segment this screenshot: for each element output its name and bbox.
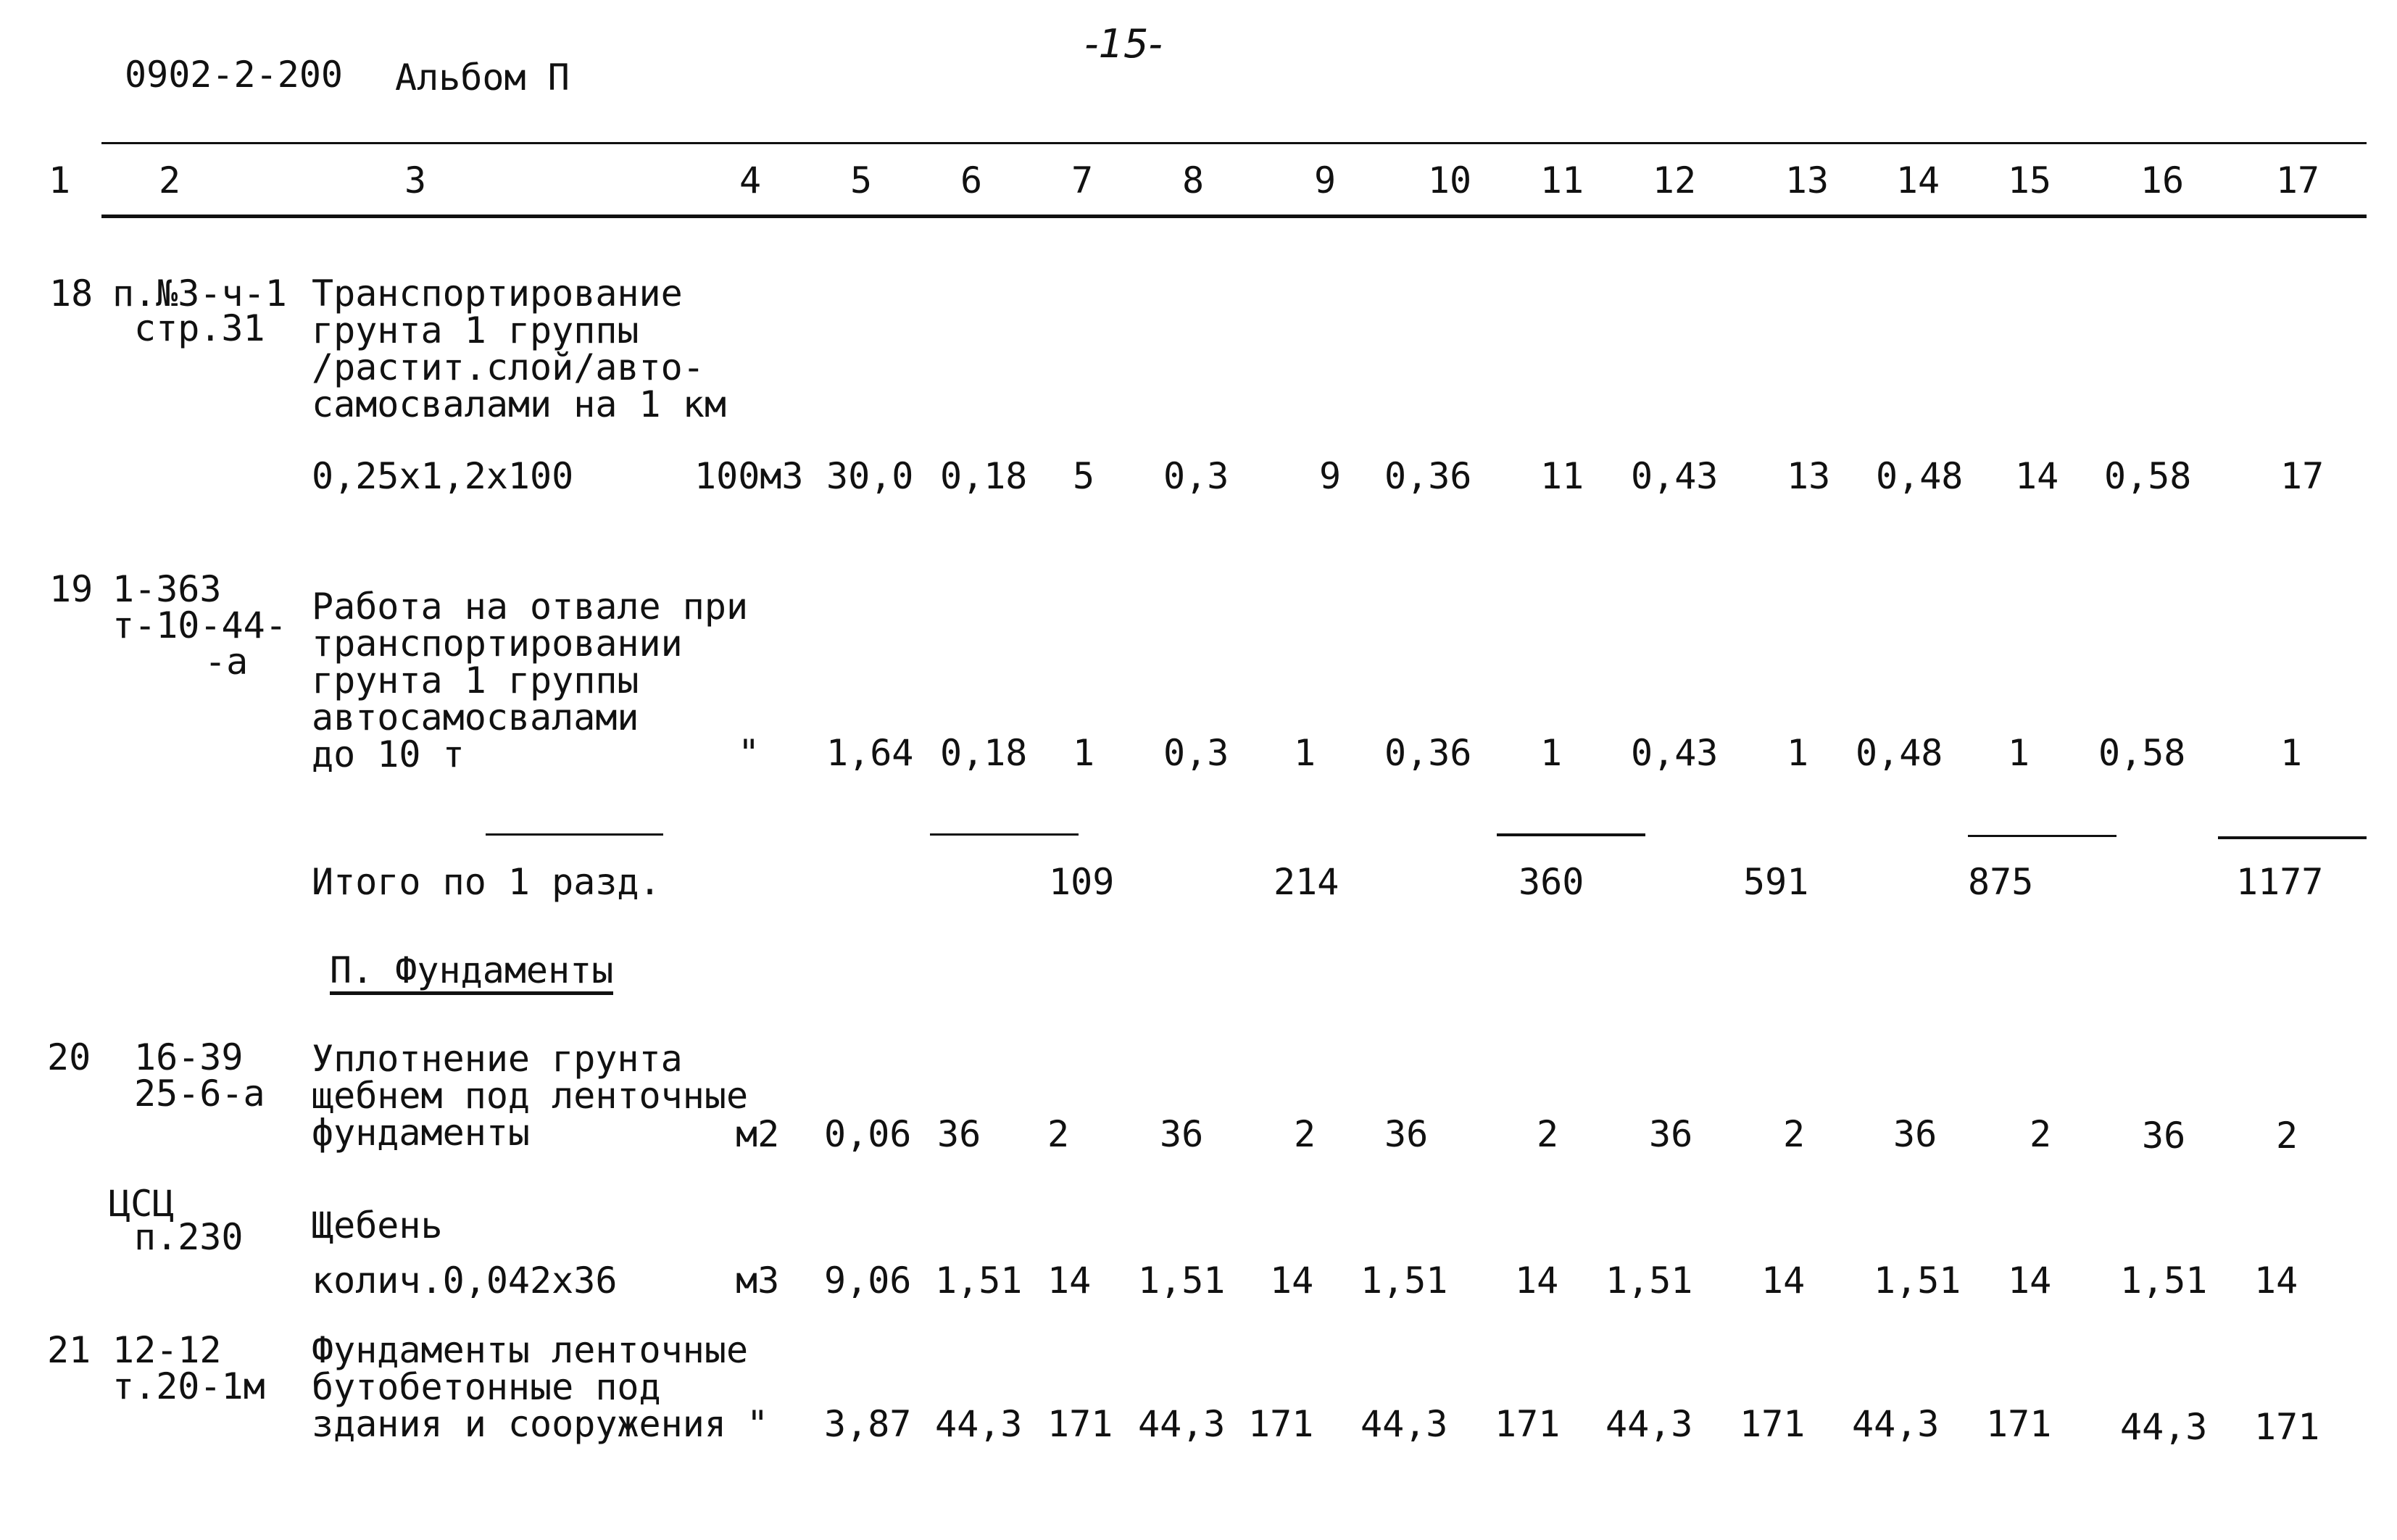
subtotal-rule [1968,835,2116,837]
value-cell: 1 [1073,732,1095,774]
rate-code: 12-12 [112,1329,222,1371]
value-cell: 44,3 [1360,1403,1448,1445]
total-value: 1177 [2236,861,2324,903]
value-cell: 0,48 [1876,455,1964,497]
work-description: грунта 1 группы [312,659,639,702]
value-cell: 171 [1740,1403,1806,1445]
value-cell: 36 [1160,1113,1204,1155]
column-header: 11 [1540,159,1584,201]
header-rule [101,215,2367,218]
value-cell: 2 [2276,1115,2298,1157]
column-header: 16 [2140,159,2185,201]
value-cell: 44,3 [2120,1406,2208,1448]
value-cell: 2 [1783,1113,1806,1155]
row-number: 19 [49,568,94,610]
value-cell: 14 [1270,1260,1314,1302]
value-cell: 0,18 [940,732,1028,774]
column-header: 9 [1313,159,1337,201]
column-header: 10 [1427,159,1472,201]
value-cell: 1,51 [935,1260,1023,1302]
unit-price: 3,87 [824,1403,912,1445]
value-cell: 1 [2280,732,2303,774]
rate-code: 1-363 [112,568,222,610]
row-number: 18 [49,272,94,315]
unit-price: 9,06 [824,1260,912,1302]
column-header: 7 [1071,159,1094,201]
value-cell: 17 [2280,455,2325,497]
value-cell: 14 [1515,1260,1559,1302]
value-cell: 2 [2030,1113,2052,1155]
album-label: Альбом П [395,57,570,99]
unit: " [738,732,760,774]
column-header: 4 [739,159,762,201]
total-value: 214 [1274,861,1339,903]
rate-code: 16-39 [134,1036,244,1078]
value-cell: 0,58 [2104,455,2192,497]
unit: 100м3 [694,455,804,497]
value-cell: 2 [1537,1113,1559,1155]
unit-price: 1,64 [826,732,914,774]
work-description: самосвалами на 1 км [312,383,726,425]
value-cell: 44,3 [1605,1403,1693,1445]
value-cell: 36 [1649,1113,1693,1155]
value-cell: 1,51 [1138,1260,1226,1302]
document-code: 0902-2-200 [125,54,344,96]
column-header: 6 [960,159,983,201]
work-description: фундаменты [312,1112,531,1154]
work-description: автосамосвалами [312,696,639,738]
total-label: Итого по 1 разд. [312,861,661,903]
work-description: бутобетонные под [312,1366,661,1408]
work-description: /растит.слой/авто- [312,346,705,388]
total-value: 360 [1519,861,1584,903]
unit: м2 [736,1113,780,1155]
value-cell: 14 [1761,1260,1806,1302]
subtotal-rule [930,833,1079,836]
column-header: 8 [1181,159,1205,201]
value-cell: 1,51 [1360,1260,1448,1302]
quantity-formula: колич.0,042х36 [312,1260,618,1302]
value-cell: 171 [1248,1403,1314,1445]
work-description: Фундаменты ленточные [312,1329,749,1371]
value-cell: 171 [1047,1403,1113,1445]
material-name: Щебень [312,1204,443,1246]
value-cell: 36 [2142,1115,2186,1157]
value-cell: 1,51 [2120,1260,2208,1302]
work-description: транспортировании [312,623,683,665]
value-cell: 9 [1319,455,1342,497]
column-header: 17 [2275,159,2320,201]
work-description: Транспортирование [312,272,683,315]
column-header: 2 [158,159,181,201]
value-cell: 0,3 [1163,455,1229,497]
work-description: здания и сооружения [312,1403,726,1445]
unit: " [747,1403,769,1445]
unit-price: 30,0 [826,455,914,497]
value-cell: 44,3 [1138,1403,1226,1445]
rate-code: -а [204,641,249,683]
value-cell: 14 [2008,1260,2052,1302]
unit: м3 [736,1260,780,1302]
section-title: П. Фундаменты [330,951,613,995]
value-cell: 0,43 [1631,732,1719,774]
value-cell: 36 [1384,1113,1429,1155]
subtotal-rule [486,833,663,836]
rate-code: т-10-44- [112,604,287,646]
value-cell: 11 [1540,455,1584,497]
value-cell: 1 [1540,732,1563,774]
value-cell: 1 [1294,732,1316,774]
value-cell: 0,43 [1631,455,1719,497]
value-cell: 13 [1787,455,1831,497]
value-cell: 0,58 [2098,732,2186,774]
rate-code: стр.31 [134,307,265,349]
subtotal-rule [2218,836,2367,839]
rate-code: т.20-1м [112,1365,265,1407]
value-cell: 36 [937,1113,981,1155]
page-number: -15- [1084,21,1163,67]
work-description: щебнем под ленточные [312,1075,749,1117]
value-cell: 44,3 [935,1403,1023,1445]
total-value: 875 [1968,861,2034,903]
value-cell: 14 [1047,1260,1092,1302]
row-number: 20 [47,1036,91,1078]
value-cell: 44,3 [1852,1403,1940,1445]
value-cell: 2 [1294,1113,1316,1155]
value-cell: 171 [1495,1403,1561,1445]
value-cell: 1,51 [1874,1260,1961,1302]
subtotal-rule [1497,833,1645,836]
value-cell: 36 [1893,1113,1937,1155]
value-cell: 14 [2015,455,2059,497]
rate-code: ЦСЦ [109,1183,175,1225]
work-description: грунта 1 группы [312,309,639,351]
value-cell: 1 [1787,732,1809,774]
value-cell: 171 [1986,1403,2052,1445]
column-header: 3 [404,159,427,201]
value-cell: 0,3 [1163,732,1229,774]
top-rule [101,142,2367,144]
value-cell: 0,48 [1856,732,1943,774]
column-header: 15 [2007,159,2052,201]
value-cell: 0,18 [940,455,1028,497]
value-cell: 0,36 [1384,455,1472,497]
value-cell: 5 [1073,455,1095,497]
column-header: 1 [48,159,71,201]
column-header: 5 [849,159,873,201]
value-cell: 14 [2254,1260,2298,1302]
quantity-formula: 0,25х1,2х100 [312,455,574,497]
value-cell: 0,36 [1384,732,1472,774]
column-header: 13 [1785,159,1829,201]
unit-price: 0,06 [824,1113,912,1155]
rate-code: п.№3-ч-1 [112,272,287,315]
total-value: 591 [1743,861,1809,903]
column-header: 12 [1652,159,1697,201]
work-description: Уплотнение грунта [312,1038,683,1080]
value-cell: 2 [1047,1113,1070,1155]
column-header: 14 [1895,159,1940,201]
total-value: 109 [1049,861,1115,903]
value-cell: 1 [2008,732,2030,774]
value-cell: 171 [2254,1406,2320,1448]
value-cell: 1,51 [1605,1260,1693,1302]
rate-code: п.230 [134,1216,244,1258]
work-description: Работа на отвале при [312,586,749,628]
row-number: 21 [47,1329,91,1371]
rate-code: 25-6-а [134,1073,265,1115]
work-description: до 10 т [312,733,465,775]
